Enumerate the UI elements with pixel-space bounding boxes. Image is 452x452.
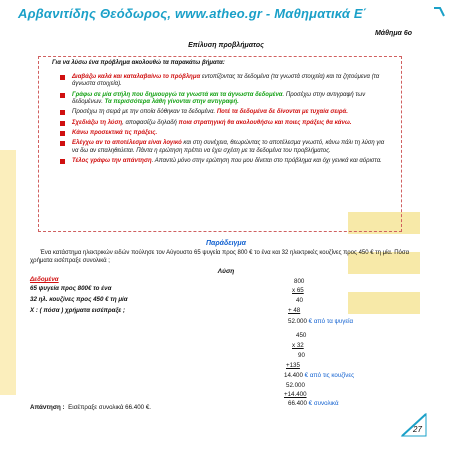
given-item: Χ : ( πόσα ) χρήματα εισέπραξε ;	[30, 307, 126, 314]
step-text: , αποφασίζω δηλαδή	[122, 119, 179, 126]
solution-title: Λύση	[217, 268, 235, 275]
example-problem: Ένα κατάστημα ηλεκτρικών ειδών πούλησε τον Αύγουστο 65 ψυγεία προς 800 € το ένα και 32 ηλεκτρικές κουζίνες προς 450 € τη μία. Πόσα χρήματα εισέπραξε συνολικά ;	[30, 250, 410, 264]
decorative-stripes	[348, 212, 420, 362]
calc2-result: 14.400 € από τις κουζίνες	[284, 372, 355, 379]
calc1-result: 52.000 € από τα ψυγεία	[288, 318, 354, 325]
example-title: Παράδειγμα	[206, 240, 246, 247]
answer-line: Απάντηση : Εισέπραξε συνολικά 66.400 €.	[30, 404, 151, 411]
step-item	[60, 158, 392, 165]
calc2-multiplier: x 32	[292, 342, 304, 349]
bullet-icon	[60, 141, 65, 146]
step-item	[60, 74, 392, 88]
step-text: εντοπίζοντας τα δεδομένα (τα γνωστά στοιχεία) και τα ζητούμενα (τα άγνωστα στοιχεία).	[72, 74, 380, 88]
step-text: Ελέγχω αν το αποτέλεσμα είναι λογικό	[72, 140, 182, 147]
step-text: Σχεδιάζω τη λύση	[72, 119, 123, 126]
steps-list	[60, 74, 392, 168]
step-text: ποια στρατηγική θα ακολουθήσω και ποιες πράξεις θα κάνω.	[178, 119, 352, 126]
bullet-icon	[60, 121, 65, 126]
step-text: Τέλος γράφω την απάντηση	[72, 157, 152, 164]
step-item	[60, 130, 392, 137]
step-text: Κάνω προσεκτικά τις πράξεις.	[72, 129, 158, 136]
calc1-multiplier: x 65	[292, 287, 304, 294]
calc2-operand: 450	[296, 332, 307, 339]
calc1-partial: 40	[296, 297, 303, 304]
calc2-partial: 90	[298, 352, 305, 359]
calc3-operand: 52.000	[286, 382, 305, 389]
step-text: Ποτέ τα δεδομένα δε δίνονται με τυχαία σειρά.	[216, 109, 348, 116]
step-text: . Προσέχω στην αντιγραφή των δεδομένων.	[72, 91, 366, 105]
step-item	[60, 109, 392, 116]
step-item	[60, 92, 392, 106]
calc3-addend: +14.400	[284, 391, 307, 398]
bullet-icon	[60, 131, 65, 136]
section-title: Επίλυση προβλήματος	[188, 42, 264, 49]
page-header: Αρβανιτίδης Θεόδωρος, www.atheo.gr - Μαθηματικά Ε΄	[18, 6, 368, 21]
step-text: . Απαντώ μόνο στην ερώτηση που μου δίνεται στο πρόβλημα και όχι γενικά και αόριστα.	[151, 157, 382, 164]
calc3-result: 66.400 € συνολικά	[288, 400, 339, 407]
step-text: και στη συνέχεια, θεωρώντας το αποτέλεσμα γνωστό, κάνω πάλι τη λύση για να δω αν επαληθεύεται. Πάντα η ερώτηση πρέπει να έχει σχέση με τα δεδομένα του προβλήματος.	[72, 140, 385, 154]
bullet-icon	[60, 110, 65, 115]
step-text: Προσέχω τη σειρά με την οποία δόθηκαν τα δεδομένα.	[72, 109, 217, 116]
calc1-partial: + 48	[288, 307, 301, 314]
given-item: 65 ψυγεία προς 800€ το ένα	[30, 285, 112, 292]
page-number: 27	[413, 425, 422, 434]
step-text: Διαβάζω καλά και καταλαβαίνω το πρόβλημα	[72, 74, 201, 80]
step-item	[60, 140, 392, 154]
lesson-number: Μάθημα 6ο	[374, 30, 412, 37]
given-title: Δεδομένα	[30, 276, 59, 283]
calc2-partial: +135	[286, 362, 300, 369]
step-text: Τα περισσότερα λάθη γίνονται στην αντιγραφή.	[104, 98, 239, 105]
bullet-icon	[60, 159, 65, 164]
steps-intro: Για να λύσω ένα πρόβλημα ακολουθώ τα παρακάτω βήματα:	[52, 60, 225, 66]
step-text: Γράφω σε μία στήλη που δημιουργώ τα γνωστά και τα άγνωστα δεδομένα	[72, 91, 283, 98]
bullet-icon	[60, 75, 65, 80]
calc1-operand: 800	[294, 278, 305, 285]
page-number-badge	[400, 412, 428, 438]
bullet-icon	[60, 93, 65, 98]
given-item: 32 ηλ. κουζίνες προς 450 € τη μία	[30, 296, 128, 303]
corner-mark-icon	[432, 4, 446, 18]
step-item	[60, 120, 392, 127]
